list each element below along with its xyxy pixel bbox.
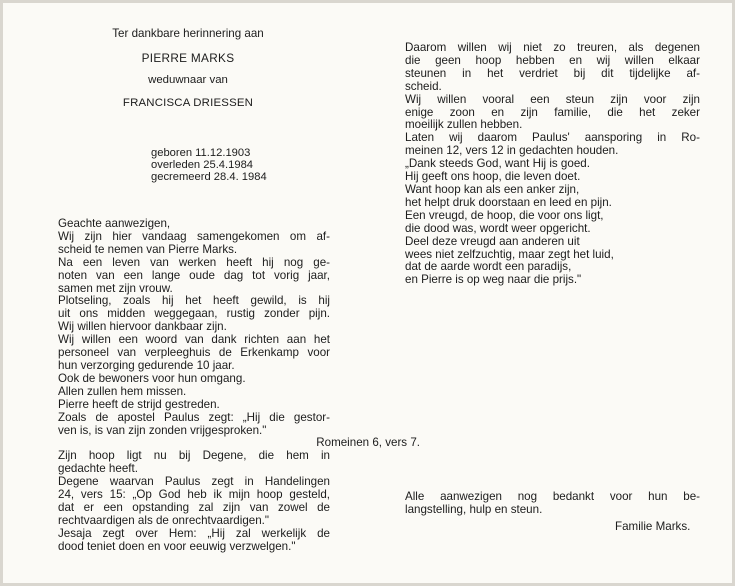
text-line: die dood was, wordt weer opgericht. (405, 221, 591, 235)
text-line: 24, vers 15: „Op God heb ik mijn hoop gesteld, (58, 488, 330, 502)
spouse-name: FRANCISCA DRIESSEN (122, 96, 254, 109)
eulogy-text (58, 217, 420, 554)
eulogy-continued-text (405, 42, 700, 287)
text-line: Wij willen een woord van dank richten aan het (58, 333, 330, 347)
text-line: „Dank steeds God, want Hij is goed. (405, 157, 590, 171)
text-line: Pierre heeft de strijd gestreden. (58, 397, 220, 411)
text-line: Zijn hoop ligt nu bij Degene, die hem in (58, 449, 330, 463)
text-line: Wij zijn hier vandaag samengekomen om af- (58, 229, 330, 243)
text-line: Een vreugd, de hoop, die voor ons ligt, (405, 208, 604, 222)
heading: Ter dankbare herinnering aan (112, 27, 264, 40)
relation-label: weduwnaar van (148, 74, 228, 87)
text-line: ven is, is van zijn zonden vrijgesproken." (58, 423, 267, 437)
text-line: noten van een lange oude dag tot vorig jaar, (58, 268, 330, 282)
text-line: Hij geeft ons hoop, die leven doet. (405, 170, 581, 184)
memorial-card (3, 3, 732, 583)
text-line: moeilijk zullen hebben. (405, 118, 523, 132)
text-line: dood teniet doen en voor eeuwig verzwelgen." (58, 539, 296, 553)
text-line: enige zoon en zijn familie, die het zeker (405, 105, 700, 119)
text-line: Alle aanwezigen nog bedankt voor hun be- (405, 490, 700, 503)
birth-date: geboren 11.12.1903 (151, 147, 251, 159)
text-line: meinen 12, vers 12 in gedachten houden. (405, 144, 619, 158)
text-line: Degene waarvan Paulus zegt in Handelingen (58, 475, 330, 489)
text-line: Allen zullen hem missen. (58, 384, 187, 398)
text-line: Daarom willen wij niet zo treuren, als degenen (405, 41, 700, 54)
text-line: scheid te nemen van Pierre Marks. (58, 242, 238, 256)
text-line: het helpt druk doorstaan en leed en pijn. (405, 195, 612, 209)
card-header (58, 27, 318, 110)
text-line: Want hoop kan als een anker zijn, (405, 182, 580, 196)
text-line: samen met zijn vrouw. (58, 281, 173, 295)
text-line: langstelling, hulp en steun. (405, 503, 543, 516)
text-line: gedachte heeft. (58, 462, 138, 476)
text-line: en Pierre is op weg naar die prijs." (405, 273, 582, 287)
life-dates (151, 147, 267, 184)
thanks-text (405, 490, 700, 516)
text-line: die geen hoop hebben en wij willen elkaar (405, 53, 700, 67)
text-line: Wij willen vooral een steun zijn voor zijn (405, 92, 700, 106)
text-line: Jesaja zegt over Hem: „Hij zal werkelijk de (58, 526, 330, 540)
text-line: wees niet zelfzuchtig, maar zegt het luid, (405, 247, 614, 261)
text-line: dat de aarde wordt een paradijs, (405, 260, 572, 274)
text-line: uit ons midden weggegaan, rustig zonder pijn. (58, 307, 330, 321)
text-line: dat er een opstanding zal zijn van zowel de (58, 500, 330, 514)
text-line: Geachte aanwezigen, (58, 217, 171, 230)
death-date: overleden 25.4.1984 (151, 159, 254, 172)
text-line: personeel van verpleeghuis de Erkenkamp voor (58, 346, 330, 360)
text-line: scheid. (405, 79, 442, 93)
text-line: Wij willen hiervoor dankbaar zijn. (58, 320, 227, 334)
cremation-date: gecremeerd 28.4. 1984 (151, 171, 267, 184)
text-line: steunen in het verdriet bij dit tijdelijke af- (405, 66, 700, 80)
text-line: Zoals de apostel Paulus zegt: „Hij die gestor- (58, 410, 330, 424)
text-line: Plotseling, zoals hij het heeft gewild, is hij (58, 294, 330, 308)
signature: Familie Marks. (615, 520, 691, 533)
text-line: Ook de bewoners voor hun omgang. (58, 371, 246, 385)
text-line: hun verzorging gedurende 10 jaar. (58, 358, 235, 372)
text-line: Na een leven van werken heeft hij nog ge- (58, 255, 330, 269)
text-line: rechtvaardigen als de onrechtvaardigen." (58, 513, 270, 527)
text-line: Romeinen 6, vers 7. (316, 436, 420, 450)
deceased-name: PIERRE MARKS (141, 51, 235, 66)
text-line: Deel deze vreugd aan anderen uit (405, 234, 580, 248)
text-line: Laten wij daarom Paulus' aansporing in Ro- (405, 131, 700, 145)
